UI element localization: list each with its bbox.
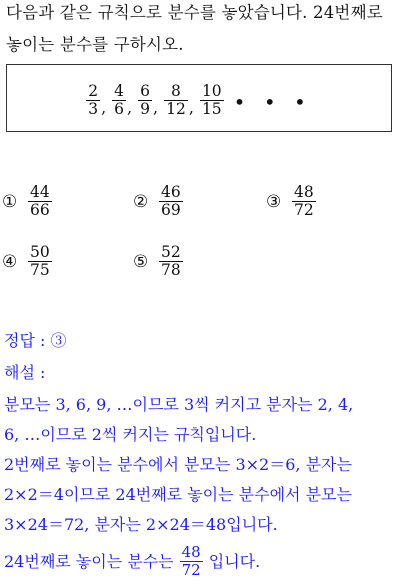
- sequence-denominator: 12: [166, 99, 186, 118]
- sequence-denominator: 3: [88, 99, 99, 118]
- explanation-line-1: 분모는 3, 6, 9, …이므로 3씩 커지고 분자는 2, 4,: [4, 395, 354, 414]
- conclusion-numerator: 48: [181, 543, 201, 561]
- choice-1-mark: ①: [2, 191, 18, 212]
- question-line-2: 놓이는 분수를 구하시오.: [6, 35, 184, 54]
- conclusion-suffix: 입니다.: [208, 551, 261, 571]
- choice-3[interactable]: [266, 184, 316, 219]
- choice-5-numerator: 52: [161, 243, 181, 261]
- choice-3-mark: ③: [266, 191, 282, 212]
- fraction-sequence: [7, 65, 391, 133]
- choice-4-denominator: 75: [30, 261, 50, 279]
- explanation-label: 해설 :: [4, 363, 46, 382]
- choice-1-denominator: 66: [30, 201, 50, 219]
- choice-4-mark: ④: [2, 251, 18, 272]
- choice-4-fraction: [28, 244, 52, 279]
- question-line-1: 다음과 같은 규칙으로 분수를 놓았습니다. 24번째로: [6, 3, 383, 22]
- conclusion-line: [4, 544, 260, 579]
- choice-5-fraction: [159, 244, 183, 279]
- choice-2-denominator: 69: [161, 201, 181, 219]
- choice-4[interactable]: [2, 244, 52, 279]
- sequence-denominator: 15: [201, 99, 222, 118]
- sequence-fraction: [164, 83, 188, 118]
- choice-2-numerator: 46: [161, 183, 181, 201]
- choice-2-mark: ②: [133, 191, 149, 212]
- choice-3-fraction: [292, 184, 316, 219]
- choice-4-numerator: 50: [30, 243, 50, 261]
- sequence-numerator: 10: [201, 81, 222, 100]
- sequence-numerator: 8: [171, 81, 181, 100]
- choice-2[interactable]: [133, 184, 183, 219]
- sequence-denominator: 9: [140, 99, 151, 118]
- choice-3-denominator: 72: [294, 201, 314, 219]
- sequence-fraction: [138, 83, 152, 118]
- explanation-line-2: 6, …이므로 2씩 커지는 규칙입니다.: [4, 425, 257, 444]
- sequence-fraction: [112, 83, 126, 118]
- answer-text: 정답 : ③: [4, 331, 67, 350]
- sequence-comma: ,: [153, 97, 159, 117]
- conclusion-denominator: 72: [181, 561, 201, 579]
- sequence-numerator: 2: [88, 81, 99, 100]
- choice-1[interactable]: [2, 184, 52, 219]
- sequence-numerator: 6: [140, 81, 151, 100]
- explanation-line-5: 3×24＝72, 분자는 2×24＝48입니다.: [4, 515, 278, 534]
- choice-5-mark: ⑤: [133, 251, 149, 272]
- sequence-numerator: 4: [114, 81, 125, 100]
- sequence-comma: ,: [188, 97, 194, 117]
- sequence-fraction: [200, 83, 224, 118]
- sequence-ellipsis: • • •: [233, 90, 312, 114]
- conclusion-prefix: 24번째로 놓이는 분수는: [4, 551, 174, 571]
- sequence-comma: ,: [101, 97, 107, 117]
- choice-5-denominator: 78: [161, 261, 181, 279]
- choice-1-numerator: 44: [30, 183, 50, 201]
- explanation-line-3: 2번째로 놓이는 분수에서 분모는 3×2＝6, 분자는: [4, 455, 352, 474]
- sequence-fraction: [86, 83, 100, 118]
- choice-2-fraction: [159, 184, 183, 219]
- choice-5[interactable]: [133, 244, 183, 279]
- sequence-box: [6, 64, 392, 132]
- choice-3-numerator: 48: [294, 183, 314, 201]
- explanation-line-4: 2×2＝4이므로 24번째로 놓이는 분수에서 분모는: [4, 485, 352, 504]
- conclusion-fraction: [180, 544, 203, 579]
- sequence-denominator: 6: [114, 99, 125, 118]
- sequence-comma: ,: [127, 97, 133, 117]
- choice-1-fraction: [28, 184, 52, 219]
